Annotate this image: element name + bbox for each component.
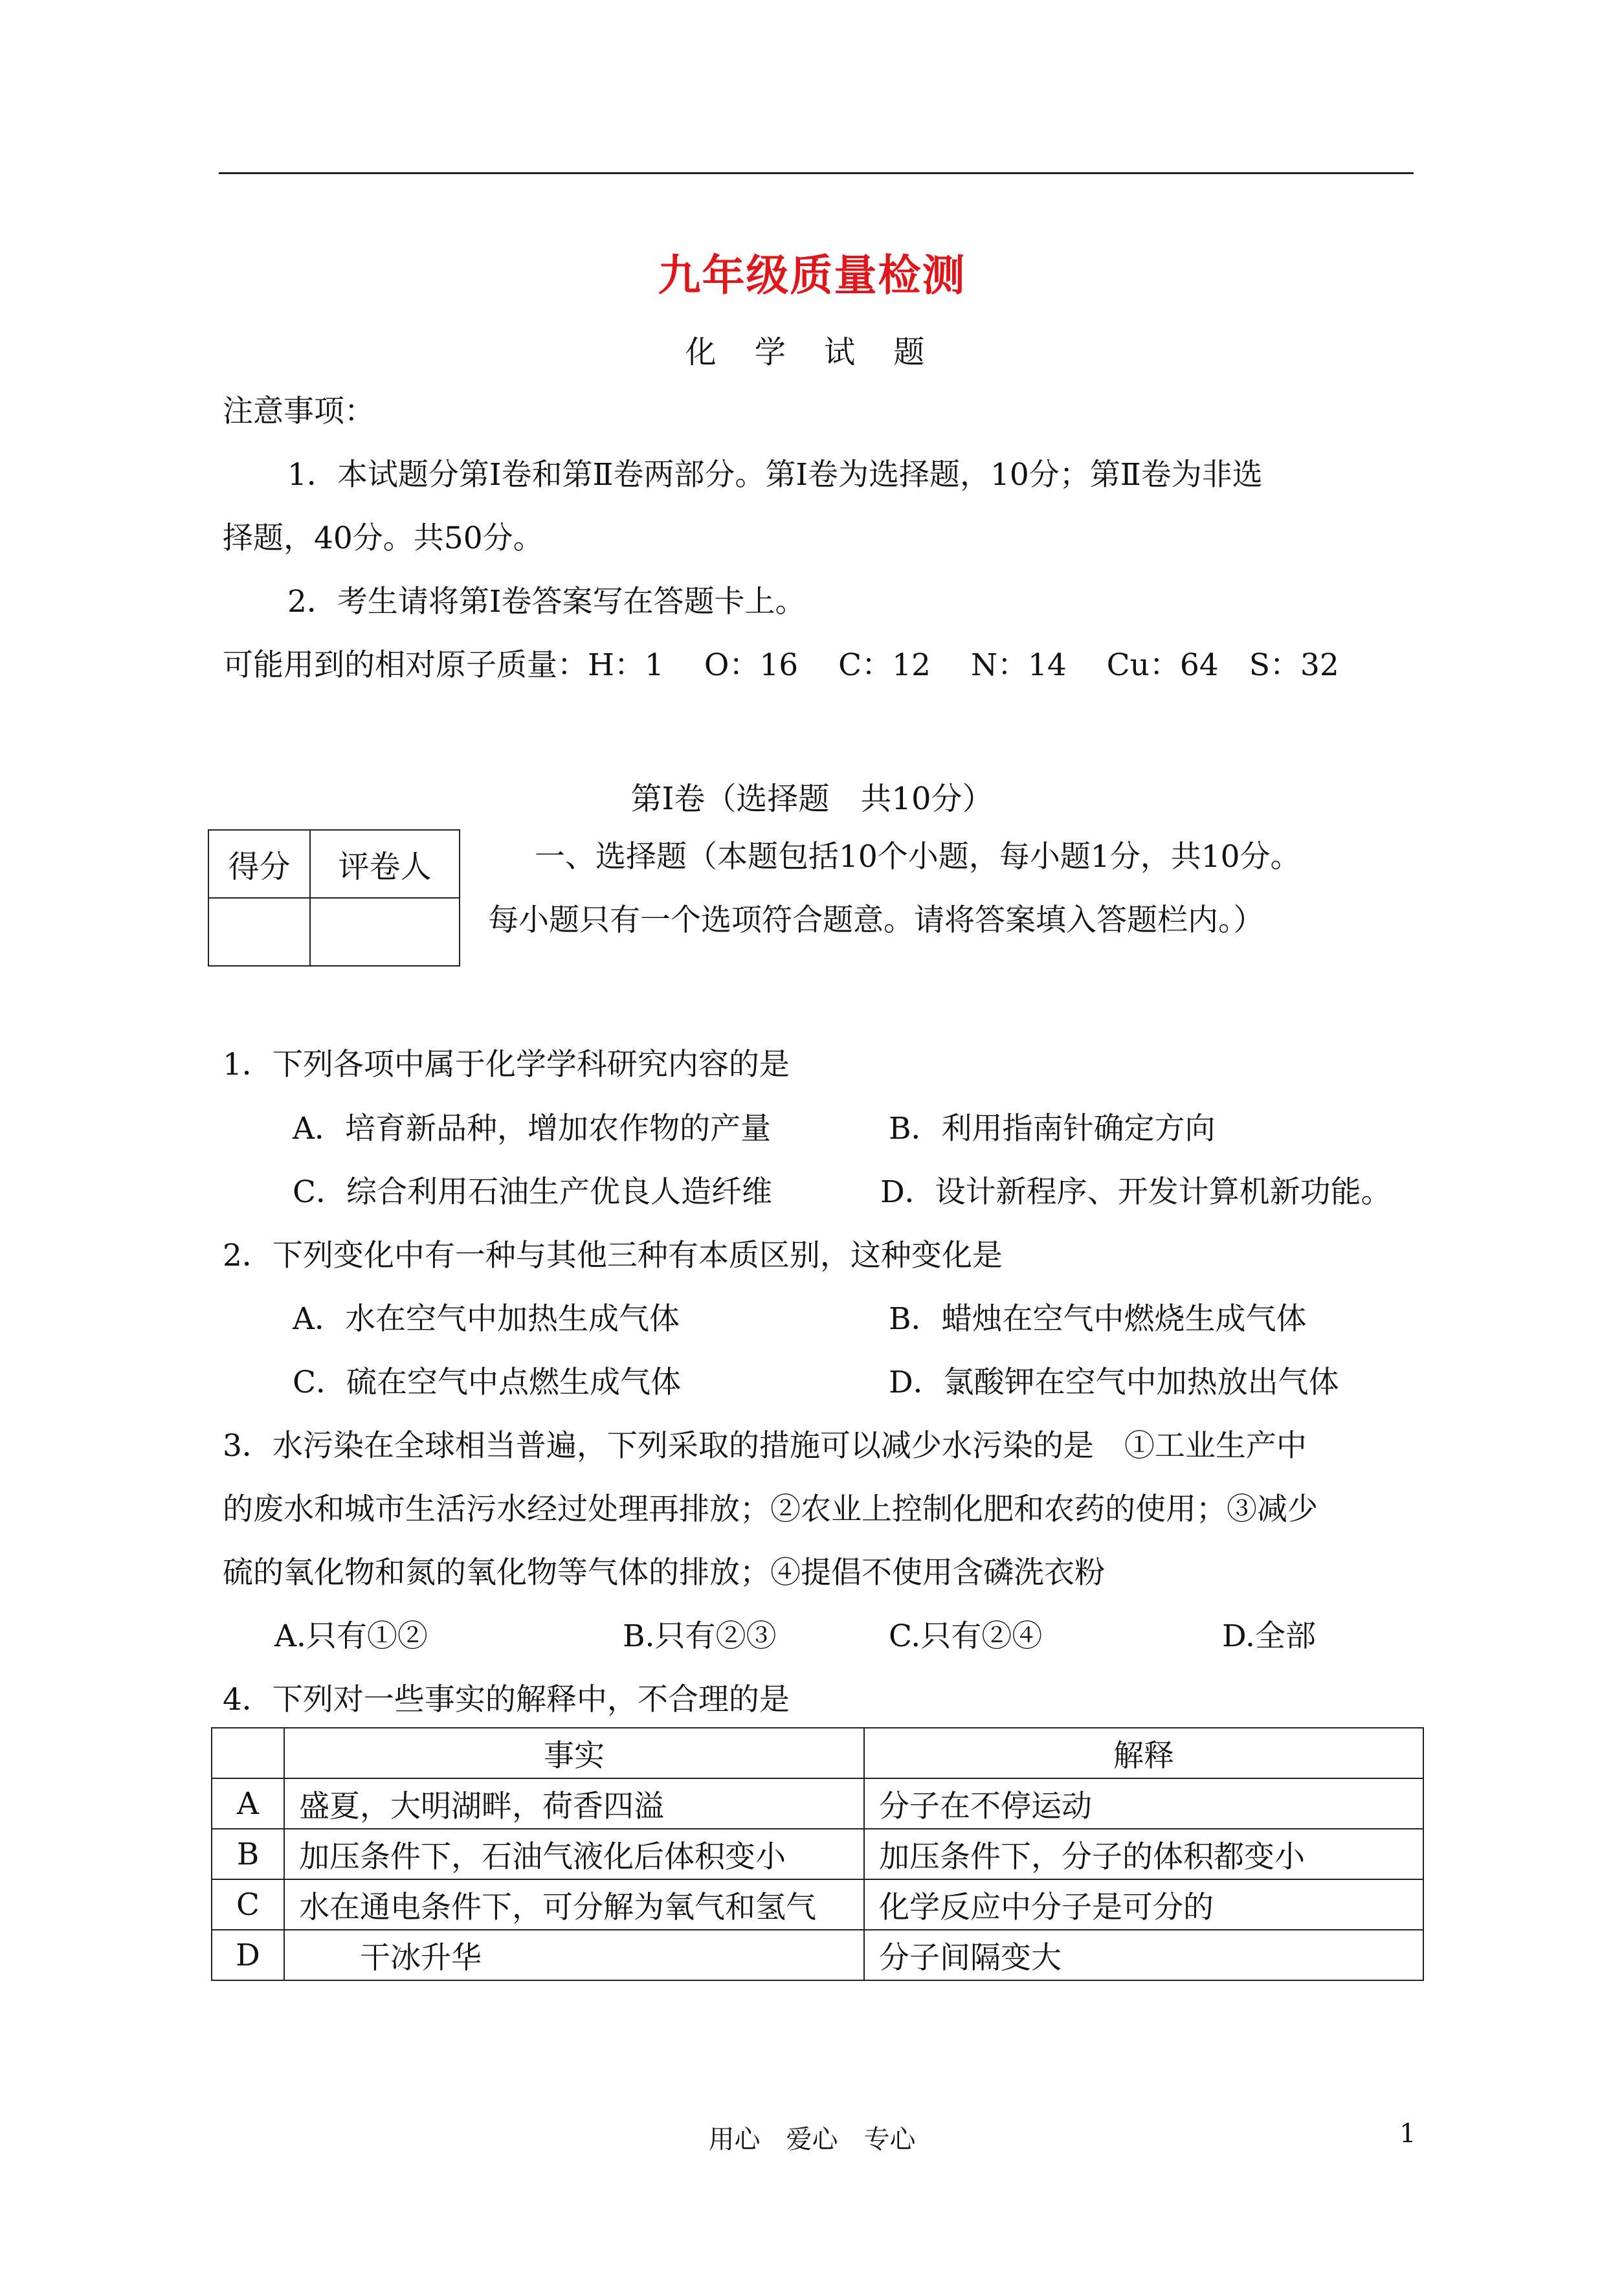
table-row	[212, 1930, 1423, 1980]
table-cell: 干冰升华	[284, 1930, 864, 1980]
q2-stem: 2．下列变化中有一种与其他三种有本质区别，这种变化是	[223, 1238, 1003, 1273]
table-header-cell	[212, 1728, 284, 1778]
q4-table	[211, 1727, 1424, 1981]
page-number: 1	[1399, 2119, 1416, 2149]
table-header-cell: 解释	[864, 1728, 1423, 1778]
section-heading: 第Ⅰ卷（选择题 共10分）	[630, 781, 994, 817]
q3-option-d: D.全部	[1222, 1618, 1316, 1654]
table-cell: 加压条件下，石油气液化后体积变小	[284, 1829, 864, 1879]
section-intro-2: 每小题只有一个选项符合题意。请将答案填入答题栏内。）	[488, 902, 1264, 938]
q2-option-a: A．水在空气中加热生成气体	[293, 1301, 680, 1337]
q2-option-b: B．蜡烛在空气中燃烧生成气体	[889, 1301, 1307, 1337]
score-box	[208, 829, 460, 967]
q1-stem: 1．下列各项中属于化学学科研究内容的是	[223, 1047, 790, 1082]
table-cell: 加压条件下，分子的体积都变小	[864, 1829, 1423, 1879]
page-title: 九年级质量检测	[658, 250, 966, 300]
notes-heading: 注意事项：	[223, 394, 375, 429]
table-cell: 化学反应中分子是可分的	[864, 1879, 1423, 1930]
q4-stem: 4．下列对一些事实的解释中，不合理的是	[223, 1682, 790, 1717]
grader-cell[interactable]	[310, 898, 460, 966]
q3-stem-3: 硫的氧化物和氮的氧化物等气体的排放；④提倡不使用含磷洗衣粉	[223, 1555, 1105, 1591]
header-rule	[219, 172, 1414, 174]
table-cell: B	[212, 1829, 284, 1879]
q1-option-d: D．设计新程序、开发计算机新功能。	[880, 1174, 1392, 1210]
atomic-mass-line: 可能用到的相对原子质量：H：1 O：16 C：12 N：14 Cu：64 S：32	[223, 647, 1339, 683]
page-subtitle: 化 学 试 题	[685, 334, 939, 370]
score-cell[interactable]	[208, 898, 310, 966]
score-label: 得分	[208, 830, 310, 898]
table-cell: 水在通电条件下，可分解为氧气和氢气	[284, 1879, 864, 1930]
table-cell: 盛夏，大明湖畔，荷香四溢	[284, 1778, 864, 1829]
q2-option-d: D．氯酸钾在空气中加热放出气体	[889, 1365, 1339, 1400]
table-row	[212, 1829, 1423, 1879]
q3-option-a: A.只有①②	[274, 1618, 428, 1654]
q3-stem-2: 的废水和城市生活污水经过处理再排放；②农业上控制化肥和农药的使用；③减少	[223, 1492, 1318, 1527]
notes-item-1: 1．本试题分第Ⅰ卷和第Ⅱ卷两部分。第Ⅰ卷为选择题，10分；第Ⅱ卷为非选	[287, 457, 1263, 493]
table-cell: 分子在不停运动	[864, 1778, 1423, 1829]
q3-stem-1: 3．水污染在全球相当普遍，下列采取的措施可以减少水污染的是 ①工业生产中	[223, 1428, 1307, 1464]
table-cell: 分子间隔变大	[864, 1930, 1423, 1980]
table-cell: C	[212, 1879, 284, 1930]
table-header-row	[212, 1728, 1423, 1778]
table-cell: A	[212, 1778, 284, 1829]
q2-option-c: C．硫在空气中点燃生成气体	[293, 1365, 681, 1400]
table-row	[212, 1879, 1423, 1930]
notes-item-2: 2．考生请将第Ⅰ卷答案写在答题卡上。	[287, 584, 806, 620]
q3-option-c: C.只有②④	[889, 1618, 1043, 1654]
q3-option-b: B.只有②③	[623, 1618, 777, 1654]
q1-option-b: B．利用指南针确定方向	[889, 1111, 1216, 1146]
q1-option-a: A．培育新品种，增加农作物的产量	[293, 1111, 771, 1146]
q1-option-c: C．综合利用石油生产优良人造纤维	[293, 1174, 772, 1210]
section-intro-1: 一、选择题（本题包括10个小题，每小题1分，共10分。	[535, 839, 1301, 875]
table-row	[212, 1778, 1423, 1829]
table-header-cell: 事实	[284, 1728, 864, 1778]
notes-item-1-cont: 择题，40分。共50分。	[223, 520, 544, 556]
grader-label: 评卷人	[310, 830, 460, 898]
table-cell: D	[212, 1930, 284, 1980]
footer-motto: 用心 爱心 专心	[708, 2125, 916, 2154]
